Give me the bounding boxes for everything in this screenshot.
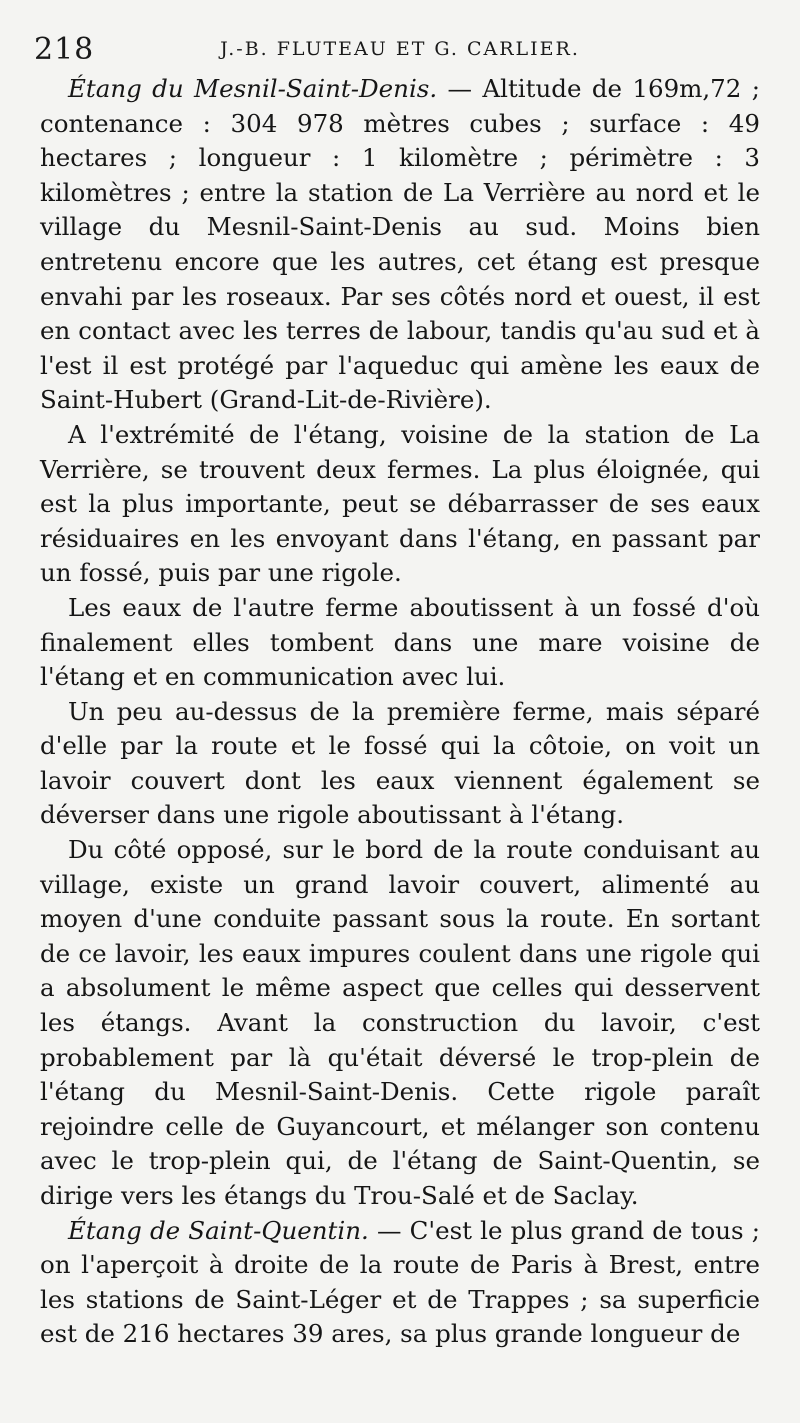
paragraph [40, 72, 760, 418]
page-number: 218 [34, 32, 95, 67]
paragraph-text: Du côté opposé, sur le bord de la route conduisant au village, existe un grand lavoir couvert, alimenté au moyen d'une conduite passant sous la route. En sortant de ce lavoir, les eaux impures coulent dans une rigole qui a absolument le même aspect que celles qui desservent les étangs. Avant la construction du lavoir, c'est probablement par là qu'était déversé le trop-plein de l'étang du Mesnil-Saint-Denis. Cette rigole paraît rejoindre celle de Guyancourt, et mélanger son contenu avec le trop-plein qui, de l'étang de Saint-Quentin, se dirige vers les étangs du Trou-Salé et de Saclay. [40, 835, 760, 1210]
paragraph [40, 695, 760, 833]
paragraph [40, 418, 760, 591]
paragraph-text: Un peu au-dessus de la première ferme, mais séparé d'elle par la route et le fossé qui la côtoie, on voit un lavoir couvert dont les eaux viennent également se déverser dans une rigole aboutissant à l'étang. [40, 696, 760, 830]
body-text [40, 72, 760, 1352]
paragraph [40, 833, 760, 1214]
running-head: J.-B. FLUTEAU ET G. CARLIER. [220, 38, 580, 60]
section-heading: Étang de Saint-Quentin. [68, 1215, 369, 1245]
paragraph-text: — Altitude de 169m,72 ; contenance : 304 978 mètres cubes ; surface : 49 hectares ; longueur : 1 kilomètre ; périmètre : 3 kilomètres ; entre la station de La Verrière au nord et le village du Mesnil-Saint-Denis au sud. Moins bien entretenu encore que les autres, cet étang est presque envahi par les roseaux. Par ses côtés nord et ouest, il est en contact avec les terres de labour, tandis qu'au sud et à l'est il est protégé par l'aqueduc qui amène les eaux de Saint-Hubert (Grand-Lit-de-Rivière). [40, 74, 760, 415]
paragraph-text: — C'est le plus grand de tous ; on l'aperçoit à droite de la route de Paris à Brest, entre les stations de Saint-Léger et de Trappes ; sa superficie est de 216 hectares 39 ares, sa plus grande longueur de [40, 1215, 760, 1349]
paragraph-text: A l'extrémité de l'étang, voisine de la station de La Verrière, se trouvent deux fermes. La plus éloignée, qui est la plus importante, peut se débarrasser de ses eaux résiduaires en les envoyant dans l'étang, en passant par un fossé, puis par une rigole. [40, 419, 760, 588]
paragraph-text: Les eaux de l'autre ferme aboutissent à un fossé d'où finalement elles tombent dans une mare voisine de l'étang et en communication avec lui. [40, 592, 760, 692]
section-heading: Étang du Mesnil-Saint-Denis. [68, 74, 438, 103]
paragraph [40, 591, 760, 695]
paragraph [40, 1214, 760, 1352]
